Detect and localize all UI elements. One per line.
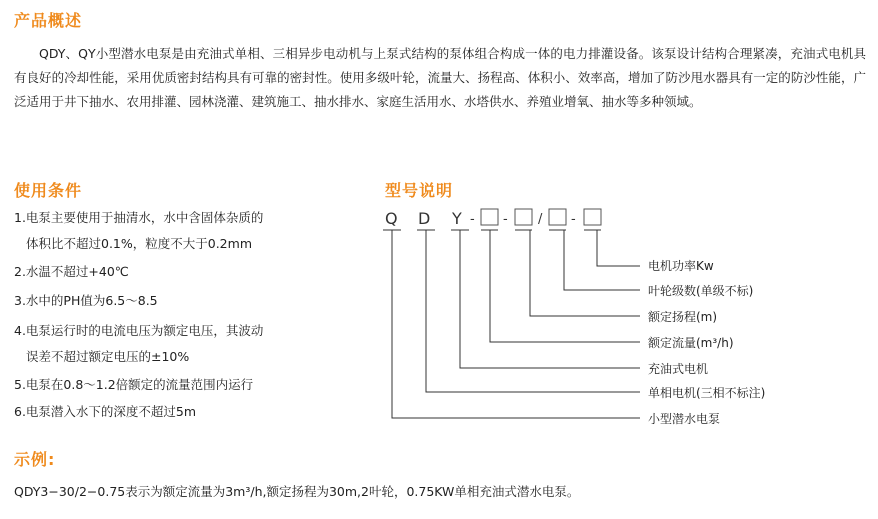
- code-letter-d: D: [418, 209, 431, 228]
- code-separator: -: [571, 212, 576, 227]
- model-label: 充油式电机: [648, 362, 709, 376]
- model-label: 叶轮级数(单级不标): [648, 284, 754, 298]
- condition-item: 4.电泵运行时的电流电压为额定电压，其波动: [14, 323, 264, 338]
- overview-title: 产品概述: [14, 11, 83, 30]
- code-separator: /: [538, 212, 543, 227]
- condition-item: 2.水温不超过+40℃: [14, 264, 129, 279]
- code-blank-box: [584, 209, 601, 225]
- code-blank-box: [549, 209, 566, 225]
- model-title: 型号说明: [385, 181, 454, 200]
- example-text: QDY3−30/2−0.75表示为额定流量为3m³/h,额定扬程为30m,2叶轮，0.75KW单相充油式潜水电泵。: [14, 484, 580, 499]
- condition-item: 3.水中的PH值为6.5～8.5: [14, 293, 158, 308]
- conditions-title: 使用条件: [14, 181, 83, 200]
- model-label: 电机功率Kw: [648, 259, 714, 273]
- model-label: 单相电机(三相不标注): [648, 386, 766, 400]
- code-separator: -: [470, 212, 475, 227]
- code-separator: -: [503, 212, 508, 227]
- model-label: 额定扬程(m): [648, 310, 718, 324]
- code-letter-q: Q: [385, 209, 398, 228]
- condition-item: 误差不超过额定电压的±10%: [26, 349, 190, 364]
- overview-paragraph: QDY、QY小型潜水电泵是由充油式单相、三相异步电动机与上泵式结构的泵体组合构成一体的电力排灌设备。该泵设计结构合理紧凑，充油式电机具有良好的冷却性能，采用优质密封结构具有可靠的密封性。使用多级叶轮，流量大、扬程高、体积小、效率高，增加了防沙甩水器具有一定的防沙性能，广泛适用于井下抽水、农用排灌、园林浇灌、建筑施工、抽水排水、家庭生活用水、水塔供水、养殖业增氧、抽水等多种领域。: [14, 46, 866, 109]
- condition-item: 5.电泵在0.8～1.2倍额定的流量范围内运行: [14, 377, 254, 392]
- code-blank-box: [515, 209, 532, 225]
- code-blank-box: [481, 209, 498, 225]
- model-label: 额定流量(m³/h): [648, 336, 734, 350]
- example-title: 示例:: [14, 450, 56, 469]
- condition-item: 1.电泵主要使用于抽清水，水中含固体杂质的: [14, 210, 264, 225]
- code-letter-y: Y: [452, 209, 462, 228]
- condition-item: 体积比不超过0.1%，粒度不大于0.2mm: [26, 236, 252, 251]
- condition-item: 6.电泵潜入水下的深度不超过5m: [14, 404, 197, 419]
- model-label: 小型潜水电泵: [648, 412, 721, 426]
